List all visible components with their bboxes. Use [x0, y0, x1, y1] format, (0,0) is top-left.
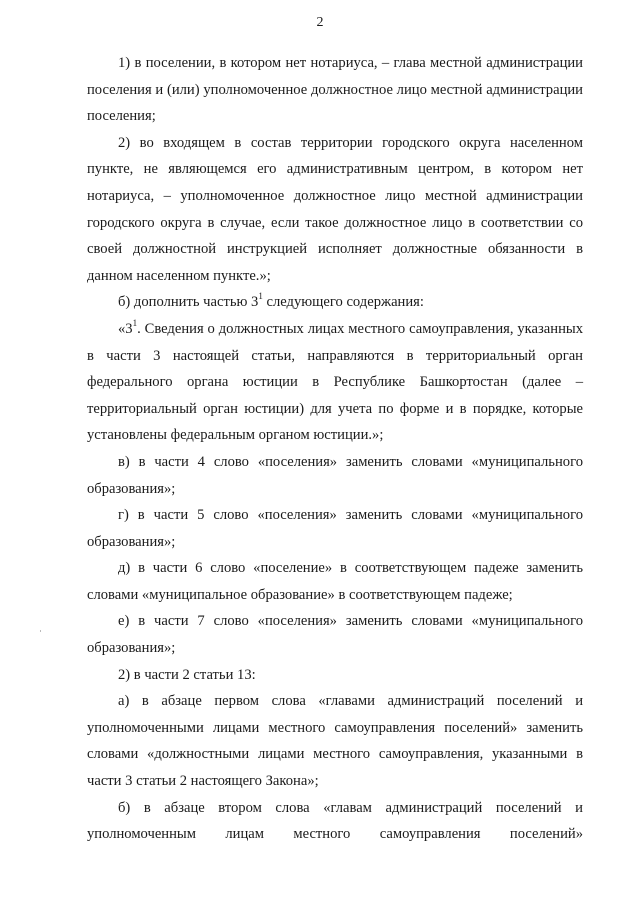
paragraph-item-b-second: б) в абзаце втором слова «главам администраций поселений и уполномоченным лицам местного самоуправления поселений»: [87, 799, 583, 843]
paragraph-item-g: г) в части 5 слово «поселения» заменить словами «муниципального образования»;: [87, 507, 583, 550]
paragraph-item-d: д) в части 6 слово «поселение» в соответствующем падеже заменить словами «муниципальное образование» в соответствующем падеже;: [87, 560, 583, 603]
scan-artifact: [40, 630, 41, 632]
paragraph-item-1: 1) в поселении, в котором нет нотариуса, – глава местной администрации поселения и (или) уполномоченное должностное лицо местной администрации поселения;: [87, 55, 583, 125]
paragraph-text: «3: [118, 320, 133, 337]
superscript: 1: [258, 291, 263, 302]
superscript: 1: [132, 318, 138, 329]
paragraph-item-3-b: [87, 289, 583, 316]
paragraph-item-2-article-13: 2) в части 2 статьи 13:: [118, 666, 256, 683]
paragraph-part-3-1: [87, 316, 583, 449]
paragraph-text: следующего содержания:: [262, 294, 424, 311]
paragraph-text: . Сведения о должностных лицах местного самоуправления, указанных в части 3 настоящей статьи, направляются в территориальный орган федерального органа юстиции в Республике Башкортостан (далее – территориальный орган юстиции) для учета по форме и в порядке, которые установлены федеральным органом юстиции.»;: [87, 320, 583, 444]
page-number: 2: [316, 15, 324, 30]
document-body: [87, 50, 583, 848]
paragraph-item-2: 2) во входящем в состав территории городского округа населенном пункте, не являющемся его административным центром, в котором нет нотариуса, – уполномоченное должностное лицо местной администрации городского округа в случае, если такое должностное лицо в соответствии со своей должностной инструкцией исполняет должностные обязанности в данном населенном пункте.»;: [87, 134, 583, 284]
paragraph-item-e: е) в части 7 слово «поселения» заменить словами «муниципального образования»;: [87, 613, 583, 657]
paragraph-text: б) дополнить частью 3: [118, 294, 259, 311]
paragraph-item-v: в) в части 4 слово «поселения» заменить словами «муниципального образования»;: [87, 453, 583, 497]
paragraph-item-a: а) в абзаце первом слова «главами администраций поселений и уполномоченными лицами местного самоуправления поселений» заменить словами «должностными лицами местного самоуправления, указанными в части 3 статьи 2 настоящего Закона»;: [87, 693, 583, 790]
